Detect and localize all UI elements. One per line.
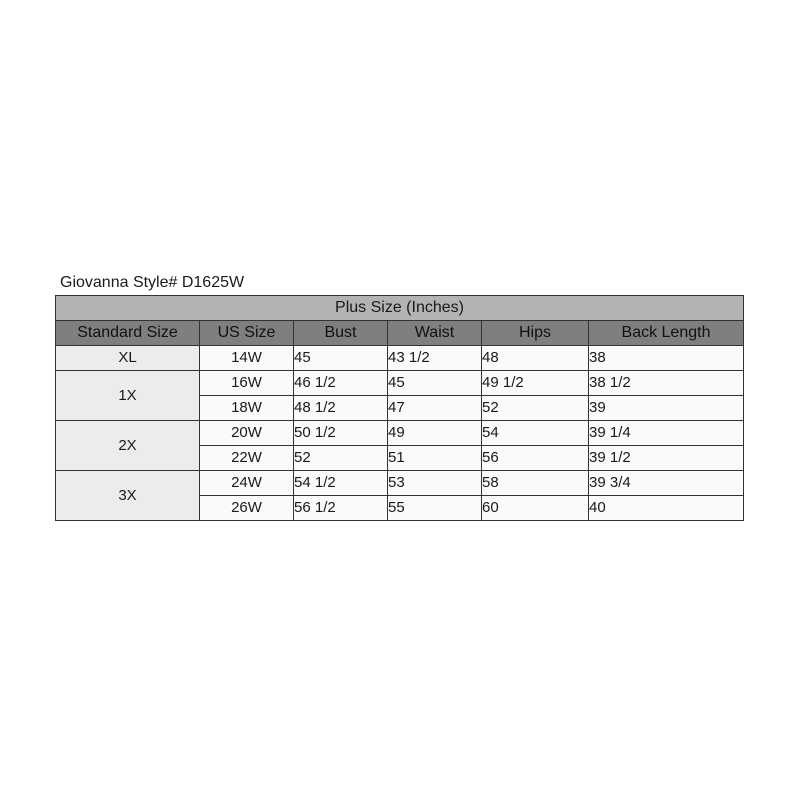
waist-cell: 47 [388, 396, 482, 421]
hips-cell: 52 [482, 396, 589, 421]
us-size-cell: 22W [200, 446, 294, 471]
table-header-row [56, 321, 744, 346]
header-bust: Bust [294, 321, 388, 346]
hips-cell: 54 [482, 421, 589, 446]
standard-size-cell: 1X [56, 371, 200, 421]
waist-cell: 43 1/2 [388, 346, 482, 371]
waist-cell: 53 [388, 471, 482, 496]
standard-size-cell: 2X [56, 421, 200, 471]
waist-cell: 45 [388, 371, 482, 396]
bust-cell: 54 1/2 [294, 471, 388, 496]
hips-cell: 58 [482, 471, 589, 496]
back-length-cell: 38 1/2 [589, 371, 744, 396]
table-title: Plus Size (Inches) [56, 296, 744, 321]
us-size-cell: 20W [200, 421, 294, 446]
bust-cell: 48 1/2 [294, 396, 388, 421]
header-standard-size: Standard Size [56, 321, 200, 346]
table-row [56, 471, 744, 496]
back-length-cell: 39 1/2 [589, 446, 744, 471]
table-row [56, 371, 744, 396]
table-row [56, 346, 744, 371]
back-length-cell: 40 [589, 496, 744, 521]
bust-cell: 56 1/2 [294, 496, 388, 521]
hips-cell: 56 [482, 446, 589, 471]
waist-cell: 51 [388, 446, 482, 471]
us-size-cell: 26W [200, 496, 294, 521]
back-length-cell: 38 [589, 346, 744, 371]
hips-cell: 49 1/2 [482, 371, 589, 396]
waist-cell: 49 [388, 421, 482, 446]
bust-cell: 45 [294, 346, 388, 371]
us-size-cell: 14W [200, 346, 294, 371]
back-length-cell: 39 [589, 396, 744, 421]
us-size-cell: 18W [200, 396, 294, 421]
table-title-row [56, 296, 744, 321]
bust-cell: 52 [294, 446, 388, 471]
bust-cell: 50 1/2 [294, 421, 388, 446]
header-hips: Hips [482, 321, 589, 346]
back-length-cell: 39 3/4 [589, 471, 744, 496]
standard-size-cell: 3X [56, 471, 200, 521]
style-title: Giovanna Style# D1625W [60, 274, 245, 291]
hips-cell: 48 [482, 346, 589, 371]
waist-cell: 55 [388, 496, 482, 521]
header-back-length: Back Length [589, 321, 744, 346]
bust-cell: 46 1/2 [294, 371, 388, 396]
back-length-cell: 39 1/4 [589, 421, 744, 446]
hips-cell: 60 [482, 496, 589, 521]
header-waist: Waist [388, 321, 482, 346]
table-row [56, 421, 744, 446]
size-chart-table [55, 295, 744, 521]
standard-size-cell: XL [56, 346, 200, 371]
header-us-size: US Size [200, 321, 294, 346]
us-size-cell: 16W [200, 371, 294, 396]
us-size-cell: 24W [200, 471, 294, 496]
